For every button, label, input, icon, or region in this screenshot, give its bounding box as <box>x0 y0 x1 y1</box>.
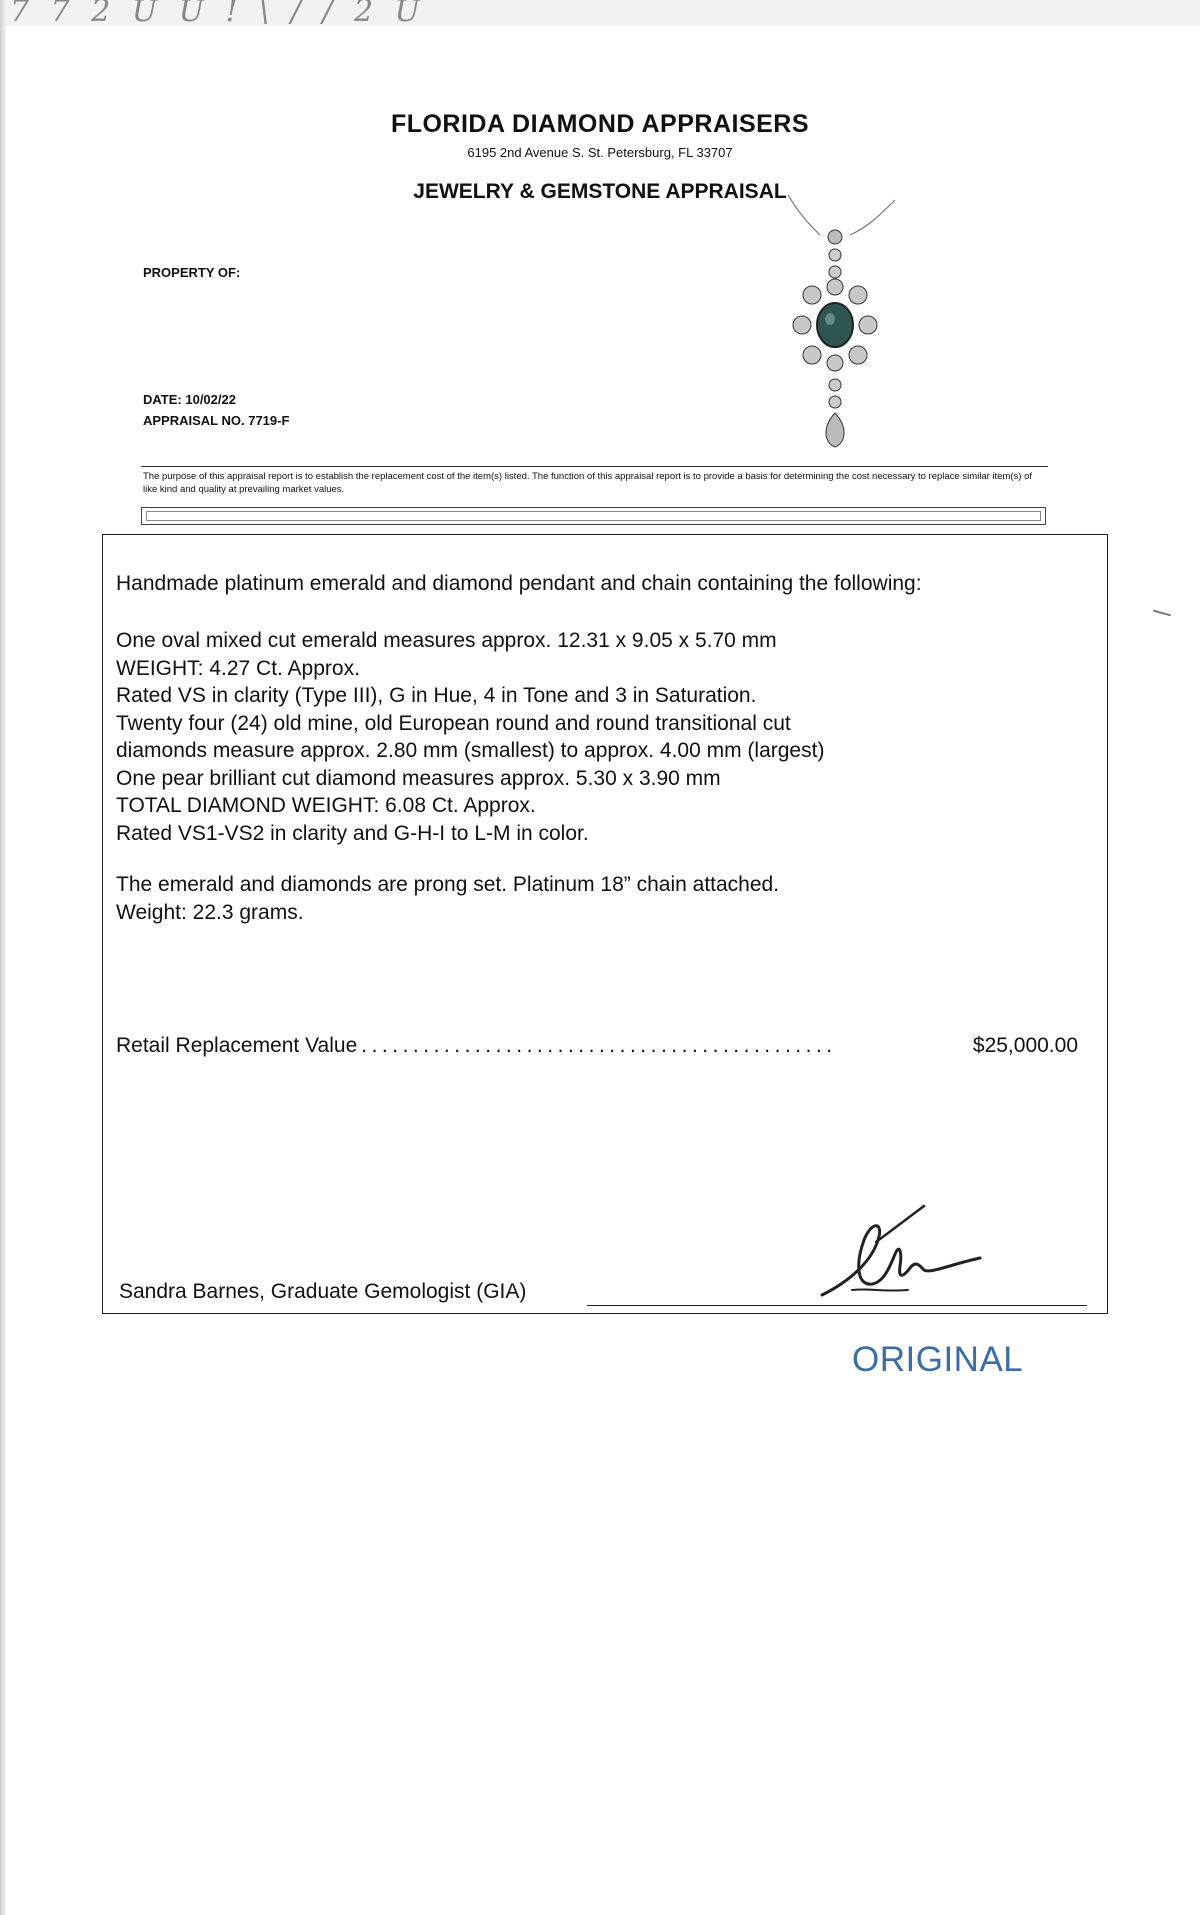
margin-mark <box>1153 610 1171 617</box>
divider-rule <box>141 466 1048 467</box>
setting-line: The emerald and diamonds are prong set. Platinum 18” chain attached. <box>116 873 780 896</box>
stone-line: One pear brilliant cut diamond measures approx. 5.30 x 3.90 mm <box>116 766 721 790</box>
stone-line: WEIGHT: 4.27 Ct. Approx. <box>116 656 360 680</box>
page-edge <box>0 0 6 1915</box>
dot-leader: .............................................. <box>361 1034 837 1057</box>
signer-name: Sandra Barnes, Graduate Gemologist (GIA) <box>119 1280 527 1303</box>
stone-line: Twenty four (24) old mine, old European round and round transitional cut <box>116 711 791 735</box>
retail-replacement-value <box>116 1034 1078 1058</box>
appraisal-number-field: APPRAISAL NO. 7719-F <box>143 413 290 428</box>
handwritten-note: 7 7 2 U U ! \ / / 2 U <box>10 0 426 29</box>
value-amount: $25,000.00 <box>972 1034 1078 1057</box>
setting-line: Weight: 22.3 grams. <box>116 900 304 924</box>
double-border-bar <box>141 507 1046 525</box>
setting-details <box>116 871 779 926</box>
handwritten-signature <box>812 1200 992 1310</box>
property-of-label: PROPERTY OF: <box>143 265 241 280</box>
stone-line: Rated VS in clarity (Type III), G in Hue, 4 in Tone and 3 in Saturation. <box>116 684 757 707</box>
date-field: DATE: 10/02/22 <box>143 392 236 407</box>
stone-line: diamonds measure approx. 2.80 mm (smallest) to approx. 4.00 mm (largest) <box>116 739 825 762</box>
document-title: JEWELRY & GEMSTONE APPRAISAL <box>413 180 787 203</box>
item-description-intro: Handmade platinum emerald and diamond pendant and chain containing the following: <box>116 572 922 595</box>
company-address: 6195 2nd Avenue S. St. Petersburg, FL 33707 <box>467 145 733 160</box>
original-stamp: ORIGINAL <box>852 1340 1024 1379</box>
purpose-statement: The purpose of this appraisal report is to establish the replacement cost of the item(s) listed. The function of this appraisal report is to provide a basis for determining the cost necessary to replace similar item(s) of like kind and quality at prevailing market values. <box>143 471 1033 495</box>
stone-line: Rated VS1-VS2 in clarity and G-H-I to L-M in color. <box>116 821 589 845</box>
stone-line: TOTAL DIAMOND WEIGHT: 6.08 Ct. Approx. <box>116 794 536 817</box>
value-label: Retail Replacement Value <box>116 1034 358 1057</box>
stone-details <box>116 627 824 847</box>
pendant-photo <box>760 195 900 455</box>
company-name: FLORIDA DIAMOND APPRAISERS <box>390 110 810 138</box>
stone-line: One oval mixed cut emerald measures approx. 12.31 x 9.05 x 5.70 mm <box>116 629 777 652</box>
